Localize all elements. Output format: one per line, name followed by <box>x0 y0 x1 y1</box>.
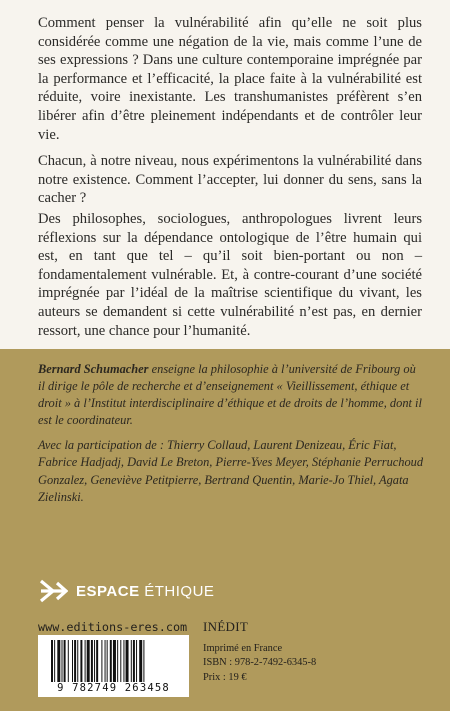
description-paragraph-2: Chacun, à notre niveau, nous expérimentons la vulnérabilité dans notre existence. Comment l’accepter, lui donner du sens, sans la cacher ? <box>38 153 422 207</box>
publication-info <box>203 642 316 685</box>
publisher-website: www.editions-eres.com <box>38 620 188 634</box>
status-label: INÉDIT <box>203 619 249 634</box>
isbn-text: ISBN : 978-2-7492-6345-8 <box>203 657 317 669</box>
description-paragraph-3: Des philosophes, sociologues, anthropologues livrent leurs réflexions sur la dépendance ontologique de l’être humain qui est, en tant que tel – qu’il soit bien-portant ou non – fondamentalement vulnérable. Et, à contre-courant d’une société imprégnée par l’idéal de la maîtrise scientifique du vivant, les auteurs se demandent si cette vulnérabilité n’est pas, en dernier ressort, une chance pour l’humanité. <box>38 211 422 339</box>
collection-name-word1: ESPACE <box>76 582 140 600</box>
back-cover-description <box>0 0 450 349</box>
description-paragraph-1: Comment penser la vulnérabilité afin qu’elle ne soit plus considérée comme une négation de la vie, mais comme l’une de ses expressions ? Dans une culture contemporaine imprégnée par la performance et l’efficacité, la place faite à la vulnérabilité est réduite, voire inexistante. Les transhumanistes préfèrent s’en libérer afin d’être pleinement indépendants et de contrôler leur vie. <box>38 15 422 143</box>
collection-name-word2: ÉTHIQUE <box>144 582 215 600</box>
author-name: Bernard Schumacher <box>38 362 149 376</box>
contributors-list: Avec la participation de : Thierry Collaud, Laurent Denizeau, Éric Fiat, Fabrice Hadjadj, David Le Breton, Pierre-Yves Meyer, Stéphanie Perruchoud Gonzalez, Geneviève Petitpierre, Bertrand Quentin, Marie-Jo Thiel, Agata Zielinski. <box>38 438 424 505</box>
arrow-right-icon <box>38 578 68 604</box>
barcode-bars <box>51 640 176 682</box>
price-text: Prix : 19 € <box>203 671 247 683</box>
isbn-barcode <box>38 635 189 697</box>
author-bio-text: enseigne la philosophie à l’université de Fribourg où il dirige le pôle de recherche et d’enseignement « Vieillissement, éthique et droit » à l’Institut interdisciplinaire d’éthique et de droits de l’homme, dont il est le coordinateur. <box>38 362 422 427</box>
author-bio <box>38 361 424 429</box>
publisher-band <box>0 349 450 711</box>
collection-logo <box>38 576 214 606</box>
collection-name <box>76 583 214 600</box>
printed-in: Imprimé en France <box>203 643 283 654</box>
barcode-digits: 9 782749 263458 <box>57 682 170 694</box>
